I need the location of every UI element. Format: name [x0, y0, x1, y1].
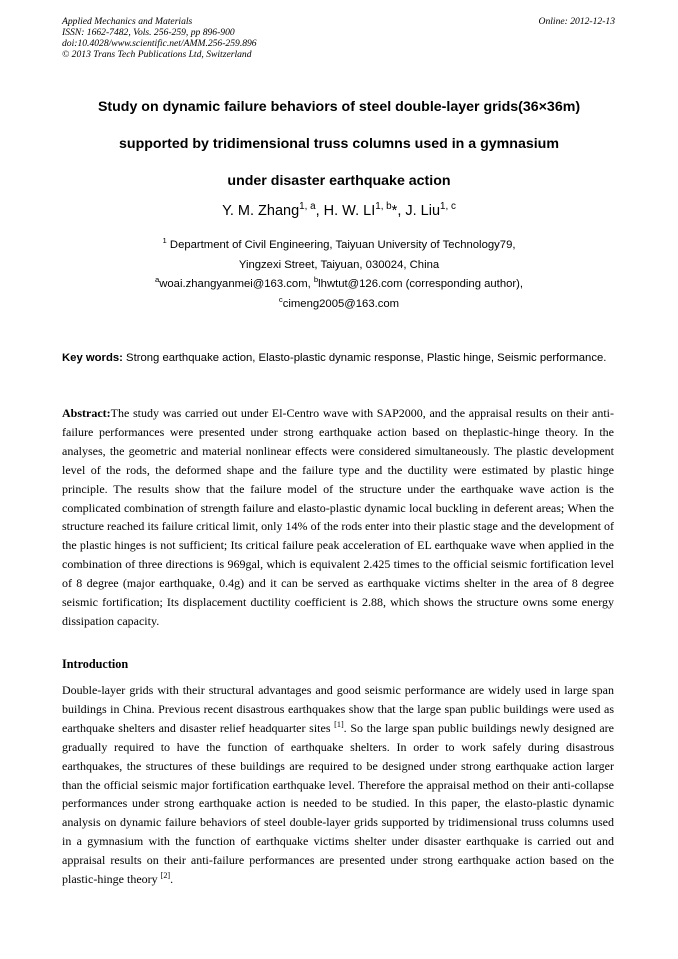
online-date: Online: 2012-12-13 [538, 16, 615, 27]
affiliation-text: Department of Civil Engineering, Taiyuan University of Technology79, [166, 239, 516, 251]
email-b: lhwtut@126.com (corresponding author), [318, 278, 524, 291]
keywords-text: Strong earthquake action, Elasto-plastic dynamic response, Plastic hinge, Seismic performance. [122, 352, 607, 364]
journal-copyright: © 2013 Trans Tech Publications Ltd, Switzerland [62, 49, 252, 60]
author-name: H. W. LI [323, 203, 376, 219]
journal-doi: doi:10.4028/www.scientific.net/AMM.256-259.896 [62, 38, 257, 49]
intro-text: Double-layer grids with their structural advantages and good seismic performance are widely used in large span buildings in China. Previous recent disastrous earthquakes show that the large span public buildings were used as earthquake shelters and disaster relief headquarter sites [62, 683, 614, 735]
journal-issn: ISSN: 1662-7482, Vols. 256-259, pp 896-900 [62, 27, 235, 38]
author-affiliation-mark: 1, c [440, 201, 456, 213]
keywords-label: Key words: [62, 352, 123, 364]
email-mark: c [278, 295, 283, 305]
author-affiliation-mark: 1, b [375, 201, 392, 213]
email-line-1 [40, 275, 638, 295]
section-heading-introduction: Introduction [62, 657, 129, 671]
paper-title [40, 89, 638, 200]
citation-ref: [2] [160, 871, 171, 881]
keywords-paragraph [62, 349, 614, 368]
corresponding-author-mark: * [391, 203, 398, 219]
author-separator: , [397, 203, 406, 219]
affiliation-line-1 [40, 236, 638, 256]
email-mark: a [154, 275, 160, 285]
author-name: J. Liu [405, 203, 441, 219]
intro-text: . [170, 872, 174, 887]
abstract-label: Abstract: [62, 406, 111, 420]
email-c: cimeng2005@163.com [282, 297, 400, 310]
abstract-text: The study was carried out under El-Centro wave with SAP2000, and the appraisal results on their anti-failure performances were presented under strong earthquake action based on theplastic-hinge theory. In the analyses, the geometric and material nonlinear effects were considered simultaneously. The plastic development level of the rods, the deformed shape and the failure type and the ductility were estimated by plastic hinge principle. The results show that the failure model of the structure under the earthquake wave action is the complicated combination of strength failure and elasto-plastic dynamic local buckling in deferent areas; When the structure reached its failure critical limit, only 14% of the rods enter into their plastic stage and the development of the plastic hinges is not sufficient; Its critical failure peak acceleration of EL earthquake wave when applied in the combination of three directions is 969gal, which is equivalent 2.425 times to the official seismic fortification level of 8 degree (major earthquake, 0.4g) and it can be served as earthquake victims shelter in the area of 8 degree seismic fortification; Its displacement ductility coefficient is 2.88, which shows the structure owns some energy dissipation capacity. [62, 406, 614, 628]
email-mark: b [313, 275, 319, 285]
introduction-paragraph [62, 681, 614, 889]
affiliation-mark: 1 [162, 236, 167, 246]
author-separator: , [315, 203, 324, 219]
intro-text: . So the large span public buildings newly designed are gradually required to have the function of earthquake shelters. In order to work safely during disastrous earthquakes, the structures of these buildings are required to be designed under strong earthquake action larger than the official seismic major fortification earthquake level. Therefore the appraisal method on their anti-collapse performances under strong earthquake action is needed to be studied. In this paper, the elasto-plastic dynamic analysis on dynamic failure behaviors of steel double-layer grids supported by tridimensional truss columns used in a gymnasium with the function of earthquake victims shelter under disaster earthquake is carried out and appraisal results on their anti-failure performances are presented under strong earthquake action based on the plastic-hinge theory [62, 720, 614, 887]
citation-ref: [1] [334, 719, 344, 729]
affiliation-line-2: Yingzexi Street, Taiyuan, 030024, China [238, 258, 440, 271]
affiliation-block [40, 236, 638, 314]
author-name: Y. M. Zhang [222, 203, 300, 219]
author-affiliation-mark: 1, a [299, 201, 316, 213]
abstract-paragraph [62, 404, 614, 631]
journal-header [62, 16, 257, 60]
title-line-1: Study on dynamic failure behaviors of steel double-layer grids(36×36m) [97, 99, 581, 115]
journal-name: Applied Mechanics and Materials [62, 16, 193, 27]
email-line-2 [40, 295, 638, 315]
title-line-2: supported by tridimensional truss columns used in a gymnasium [119, 136, 559, 152]
title-line-3: under disaster earthquake action [227, 173, 451, 189]
author-list [40, 201, 638, 221]
email-a: woai.zhangyanmei@163.com, [159, 278, 314, 291]
